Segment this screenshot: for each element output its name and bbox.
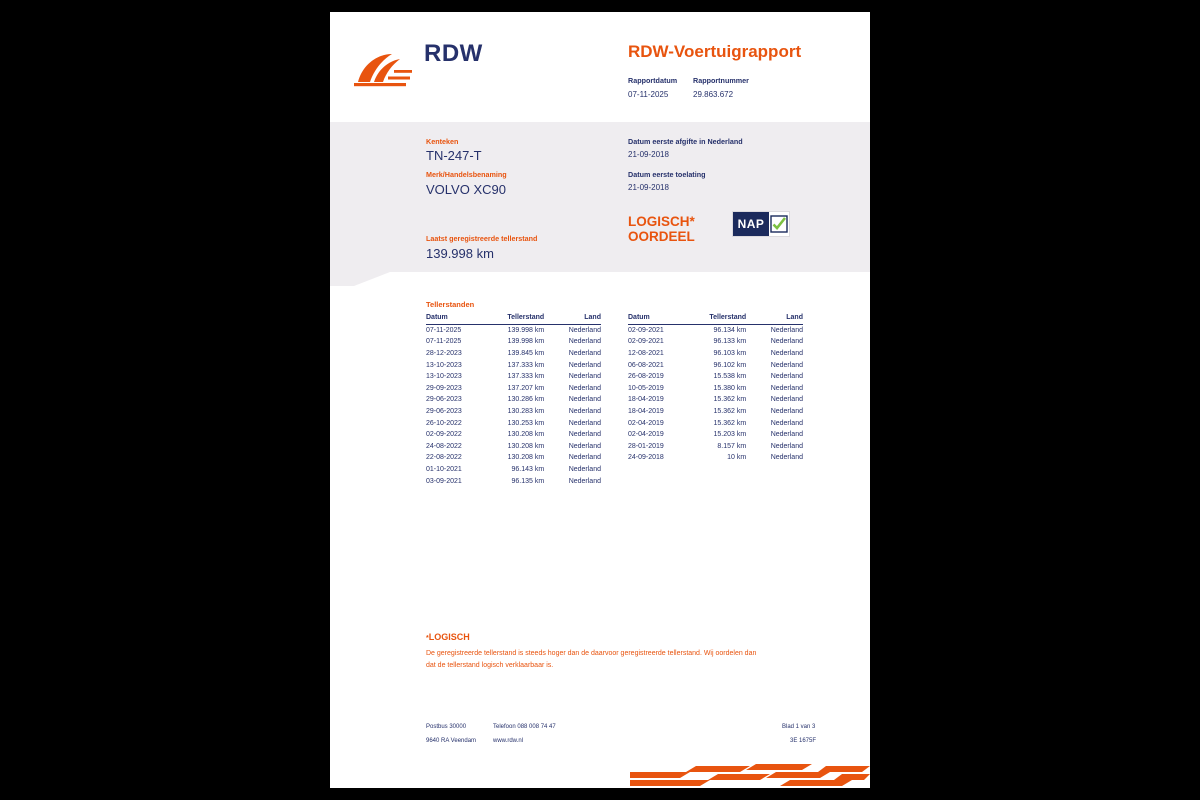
odometer-value: 139.998 km <box>426 246 494 261</box>
cell-odometer: 15.380 km <box>713 384 747 392</box>
table-row <box>426 440 601 452</box>
report-number-block <box>693 76 749 99</box>
cell-odometer: 15.538 km <box>713 373 747 381</box>
cell-odometer: 96.135 km <box>511 477 545 485</box>
cell-country: Nederland <box>770 431 803 439</box>
cell-odometer: 10 km <box>727 454 747 462</box>
table-row <box>426 382 601 394</box>
nap-logo-icon <box>732 211 790 237</box>
cell-odometer: 139.998 km <box>507 326 545 334</box>
cell-date: 02-09-2022 <box>426 431 462 439</box>
column-header-country: Land <box>754 312 803 324</box>
column-header-odometer: Tellerstand <box>687 312 755 324</box>
cell-country: Nederland <box>568 465 601 473</box>
document-footer <box>330 718 870 764</box>
cell-country: Nederland <box>568 419 601 427</box>
table-row <box>426 429 601 441</box>
cell-odometer: 15.362 km <box>713 419 747 427</box>
footer-phone: Telefoon 088 008 74 47 <box>493 724 556 730</box>
table-row <box>628 371 803 383</box>
table-row <box>426 336 601 348</box>
footnote-title <box>426 632 470 642</box>
footer-decorative-graphic <box>630 764 870 788</box>
cell-date: 03-09-2021 <box>426 477 462 485</box>
cell-country: Nederland <box>568 338 601 346</box>
first-admission-label: Datum eerste toelating <box>628 170 706 179</box>
table-row <box>628 406 803 418</box>
cell-date: 07-11-2025 <box>426 338 462 346</box>
table-row <box>426 417 601 429</box>
cell-odometer: 137.333 km <box>507 373 545 381</box>
cell-country: Nederland <box>568 454 601 462</box>
cell-odometer: 130.253 km <box>507 419 545 427</box>
cell-country: Nederland <box>770 454 803 462</box>
table-header-row <box>426 312 601 324</box>
table-row <box>426 359 601 371</box>
cell-odometer: 96.133 km <box>713 338 747 346</box>
cell-country: Nederland <box>568 361 601 369</box>
panel-corner-notch <box>330 272 390 286</box>
cell-date: 13-10-2023 <box>426 361 462 369</box>
cell-country: Nederland <box>568 407 601 415</box>
cell-date: 26-08-2019 <box>628 373 664 381</box>
verdict-line-1: LOGISCH* <box>628 214 695 229</box>
cell-date: 02-04-2019 <box>628 419 664 427</box>
table-row <box>426 475 601 487</box>
verdict-badge <box>628 214 695 244</box>
odometer-table-right <box>628 312 803 464</box>
cell-odometer: 130.208 km <box>507 431 545 439</box>
make-label: Merk/Handelsbenaming <box>426 170 507 179</box>
cell-odometer: 130.286 km <box>507 396 545 404</box>
cell-date: 24-08-2022 <box>426 442 462 450</box>
report-date-value: 07-11-2025 <box>628 90 669 99</box>
plate-value: TN-247-T <box>426 148 482 163</box>
footnote-title-text: LOGISCH <box>428 632 470 642</box>
table-row <box>628 324 803 336</box>
vehicle-summary-panel <box>330 122 870 272</box>
brand-name: RDW <box>424 40 483 67</box>
table-row <box>628 417 803 429</box>
cell-date: 13-10-2023 <box>426 373 462 381</box>
table-row <box>426 464 601 476</box>
cell-odometer: 96.103 km <box>713 349 747 357</box>
cell-country: Nederland <box>568 384 601 392</box>
report-date-label: Rapportdatum <box>628 76 678 85</box>
footnote-line-2: dat de tellerstand logisch verklaarbaar is. <box>426 662 554 669</box>
cell-odometer: 130.208 km <box>507 442 545 450</box>
cell-odometer: 139.998 km <box>507 338 545 346</box>
cell-odometer: 15.362 km <box>713 407 747 415</box>
cell-odometer: 130.283 km <box>507 407 545 415</box>
table-row <box>628 452 803 464</box>
cell-date: 07-11-2025 <box>426 326 462 334</box>
cell-date: 12-08-2021 <box>628 349 664 357</box>
cell-odometer: 8.157 km <box>717 442 747 450</box>
table-row <box>628 394 803 406</box>
cell-country: Nederland <box>568 431 601 439</box>
table-row <box>628 382 803 394</box>
footer-page-number: Blad 1 van 3 <box>782 724 816 730</box>
cell-odometer: 96.134 km <box>713 326 747 334</box>
cell-country: Nederland <box>770 349 803 357</box>
cell-date: 02-09-2021 <box>628 338 664 346</box>
cell-date: 18-04-2019 <box>628 396 664 404</box>
document-page <box>330 12 870 788</box>
odometer-label: Laatst geregistreerde tellerstand <box>426 234 538 243</box>
cell-date: 29-06-2023 <box>426 407 462 415</box>
first-issue-value: 21-09-2018 <box>628 150 669 159</box>
table-row <box>628 429 803 441</box>
cell-country: Nederland <box>568 477 601 485</box>
cell-odometer: 96.102 km <box>713 361 747 369</box>
cell-odometer: 130.208 km <box>507 454 545 462</box>
footnote-line-1: De geregistreerde tellerstand is steeds hoger dan de daarvoor geregistreerde tellerstand. Wij oordelen dan <box>426 650 757 657</box>
table-row <box>628 440 803 452</box>
cell-date: 01-10-2021 <box>426 465 462 473</box>
footnote-star: * <box>426 635 429 642</box>
cell-odometer: 15.203 km <box>713 431 747 439</box>
cell-date: 28-12-2023 <box>426 349 462 357</box>
cell-country: Nederland <box>770 338 803 346</box>
report-number-value: 29.863.672 <box>693 90 734 99</box>
cell-country: Nederland <box>568 396 601 404</box>
column-header-odometer: Tellerstand <box>485 312 553 324</box>
table-row <box>628 336 803 348</box>
make-value: VOLVO XC90 <box>426 182 506 197</box>
odometer-section-title: Tellerstanden <box>426 300 475 309</box>
cell-country: Nederland <box>568 373 601 381</box>
cell-odometer: 137.333 km <box>507 361 545 369</box>
checkmark-icon <box>769 212 789 236</box>
table-row <box>426 394 601 406</box>
table-row <box>426 406 601 418</box>
column-header-date: Datum <box>426 312 485 324</box>
cell-country: Nederland <box>770 442 803 450</box>
footer-form-code: 3E 1675F <box>790 738 817 744</box>
cell-date: 22-08-2022 <box>426 454 462 462</box>
footnote-body <box>426 648 826 672</box>
cell-odometer: 139.845 km <box>507 349 545 357</box>
cell-country: Nederland <box>770 419 803 427</box>
cell-odometer: 137.207 km <box>507 384 545 392</box>
cell-country: Nederland <box>770 361 803 369</box>
footer-po-box: Postbus 30000 <box>426 724 467 730</box>
table-header-row <box>628 312 803 324</box>
odometer-table-left <box>426 312 601 487</box>
cell-country: Nederland <box>770 326 803 334</box>
cell-date: 02-04-2019 <box>628 431 664 439</box>
first-issue-label: Datum eerste afgifte in Nederland <box>628 137 743 146</box>
table-row <box>426 452 601 464</box>
cell-country: Nederland <box>568 349 601 357</box>
footer-website[interactable]: www.rdw.nl <box>493 738 524 744</box>
report-date-block <box>628 76 677 99</box>
table-row <box>628 359 803 371</box>
cell-odometer: 15.362 km <box>713 396 747 404</box>
cell-date: 26-10-2022 <box>426 419 462 427</box>
table-row <box>628 348 803 360</box>
cell-country: Nederland <box>568 326 601 334</box>
cell-date: 29-06-2023 <box>426 396 462 404</box>
cell-country: Nederland <box>770 373 803 381</box>
table-row <box>426 324 601 336</box>
cell-date: 06-08-2021 <box>628 361 664 369</box>
cell-country: Nederland <box>568 442 601 450</box>
plate-label: Kenteken <box>426 137 459 146</box>
table-row <box>426 348 601 360</box>
cell-date: 28-01-2019 <box>628 442 664 450</box>
cell-country: Nederland <box>770 407 803 415</box>
rdw-logo-icon <box>352 52 424 90</box>
document-header <box>330 12 870 122</box>
cell-date: 29-09-2023 <box>426 384 462 392</box>
cell-date: 02-09-2021 <box>628 326 664 334</box>
report-number-label: Rapportnummer <box>693 76 749 85</box>
column-header-country: Land <box>552 312 601 324</box>
cell-date: 18-04-2019 <box>628 407 664 415</box>
verdict-line-2: OORDEEL <box>628 229 695 244</box>
cell-odometer: 96.143 km <box>511 465 545 473</box>
footer-city: 9640 RA Veendam <box>426 738 477 744</box>
cell-date: 24-09-2018 <box>628 454 664 462</box>
page-title: RDW-Voertuigrapport <box>628 42 802 61</box>
column-header-date: Datum <box>628 312 687 324</box>
table-row <box>426 371 601 383</box>
nap-label: NAP <box>733 212 769 236</box>
cell-country: Nederland <box>770 396 803 404</box>
cell-date: 10-05-2019 <box>628 384 664 392</box>
first-admission-value: 21-09-2018 <box>628 183 669 192</box>
cell-country: Nederland <box>770 384 803 392</box>
